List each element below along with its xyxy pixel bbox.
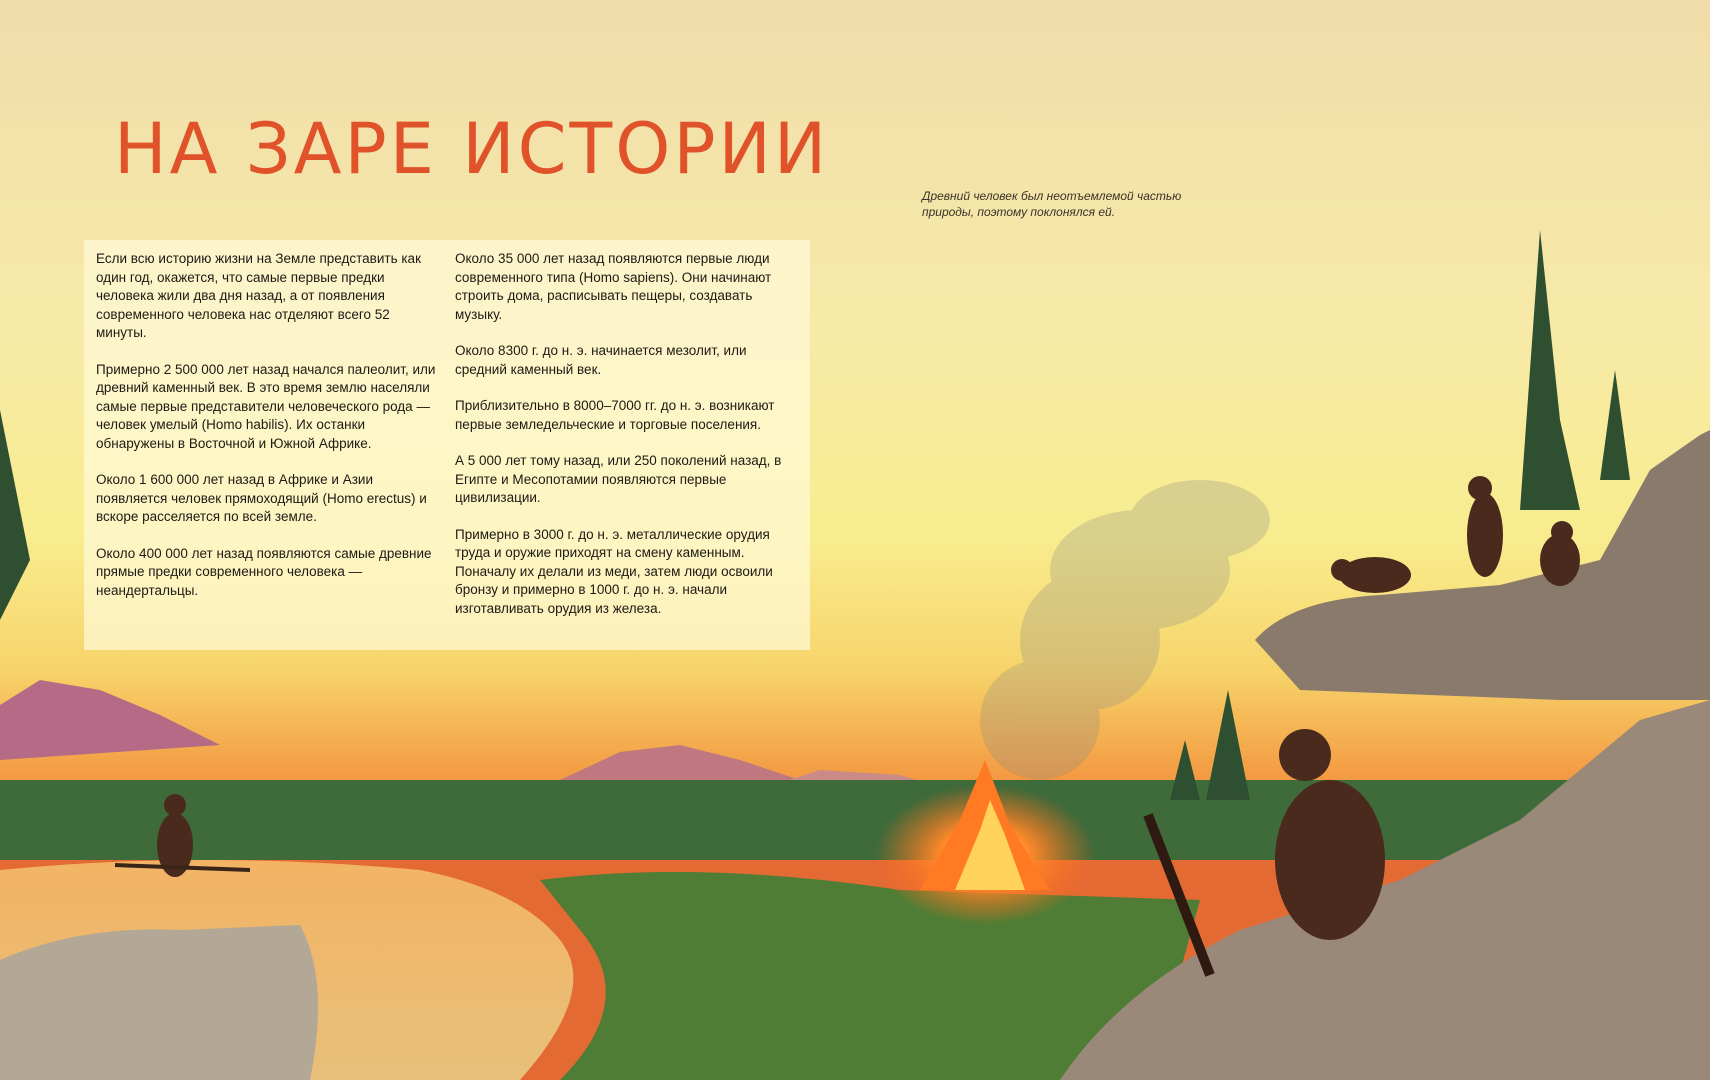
paragraph: Около 1 600 000 лет назад в Африке и Азии появляется человек прямоходящий (Homo erectus) и вскоре расселяется по всей земле.	[96, 472, 427, 524]
text-column-right	[455, 250, 800, 640]
page-title: НА ЗАРЕ ИСТОРИИ	[114, 108, 830, 190]
paragraph: Примерно в 3000 г. до н. э. металлические орудия труда и оружие приходят на смену каменным. Поначалу их делали из меди, затем люди освоили бронзу и примерно в 1000 г. до н. э. начали изготавливать орудия из железа.	[455, 526, 773, 616]
intro-text-panel	[84, 240, 810, 650]
paragraph: Приблизительно в 8000–7000 гг. до н. э. возникают первые земледельческие и торговые поселения.	[455, 398, 775, 432]
paragraph: Около 35 000 лет назад появляются первые люди современного типа (Homo sapiens). Они начинают строить дома, расписывать пещеры, создавать музыку.	[455, 251, 772, 322]
paragraph: Около 8300 г. до н. э. начинается мезолит, или средний каменный век.	[455, 343, 747, 377]
paragraph: А 5 000 лет тому назад, или 250 поколений назад, в Египте и Месопотамии появляются первые цивилизации.	[455, 453, 782, 505]
paragraph: Если всю историю жизни на Земле представить как один год, окажется, что самые первые предки человека жили два дня назад, а от появления современного человека нас отделяют всего 52 минуты.	[96, 251, 421, 340]
text-column-left	[96, 250, 441, 640]
forest-band	[0, 780, 1710, 860]
paragraph: Примерно 2 500 000 лет назад начался палеолит, или древний каменный век. В это время землю населяли самые первые представители человеческого рода — человек умелый (Homo habilis). Их останки обнаружены в Восточной и Южной Африке.	[96, 361, 436, 451]
illustration-caption: Древний человек был неотъемлемой частью природы, поэтому поклонялся ей.	[922, 189, 1182, 219]
left-rock	[0, 925, 318, 1080]
paragraph: Около 400 000 лет назад появляются самые древние прямые предки современного человека — неандертальцы.	[96, 545, 432, 598]
